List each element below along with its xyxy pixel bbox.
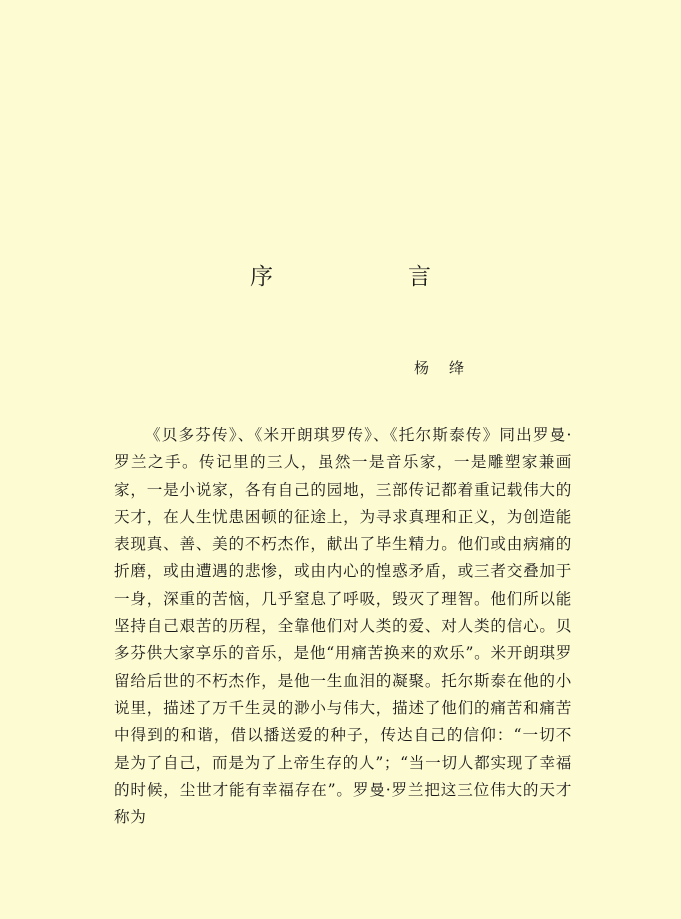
body-paragraph: 《贝多芬传》、《米开朗琪罗传》、《托尔斯泰传》同出罗曼·罗兰之手。传记里的三人，虽然一是音乐家，一是雕塑家兼画家，一是小说家，各有自己的园地，三部传记都着重记载伟大的天才，在人生忧患困顿的征途上，为寻求真理和正义，为创造能表现真、善、美的不朽杰作，献出了毕生精力。他们或由病痛的折磨，或由遭遇的悲惨，或由内心的惶惑矛盾，或三者交叠加于一身，深重的苦恼，几乎窒息了呼吸，毁灭了理智。他们所以能坚持自己艰苦的历程，全靠他们对人类的爱、对人类的信心。贝多芬供大家享乐的音乐，是他“用痛苦换来的欢乐”。米开朗琪罗留给后世的不朽杰作，是他一生血泪的凝聚。托尔斯泰在他的小说里，描述了万千生灵的渺小与伟大，描述了他们的痛苦和痛苦中得到的和谐，借以播送爱的种子，传达自己的信仰：“一切不是为了自己，而是为了上帝生存的人”；“当一切人都实现了幸福的时候，尘世才能有幸福存在”。罗曼·罗兰把这三位伟大的天才称为: [114, 426, 572, 827]
author-name: 杨绛: [414, 359, 485, 377]
page-title: 序 言: [250, 264, 487, 290]
